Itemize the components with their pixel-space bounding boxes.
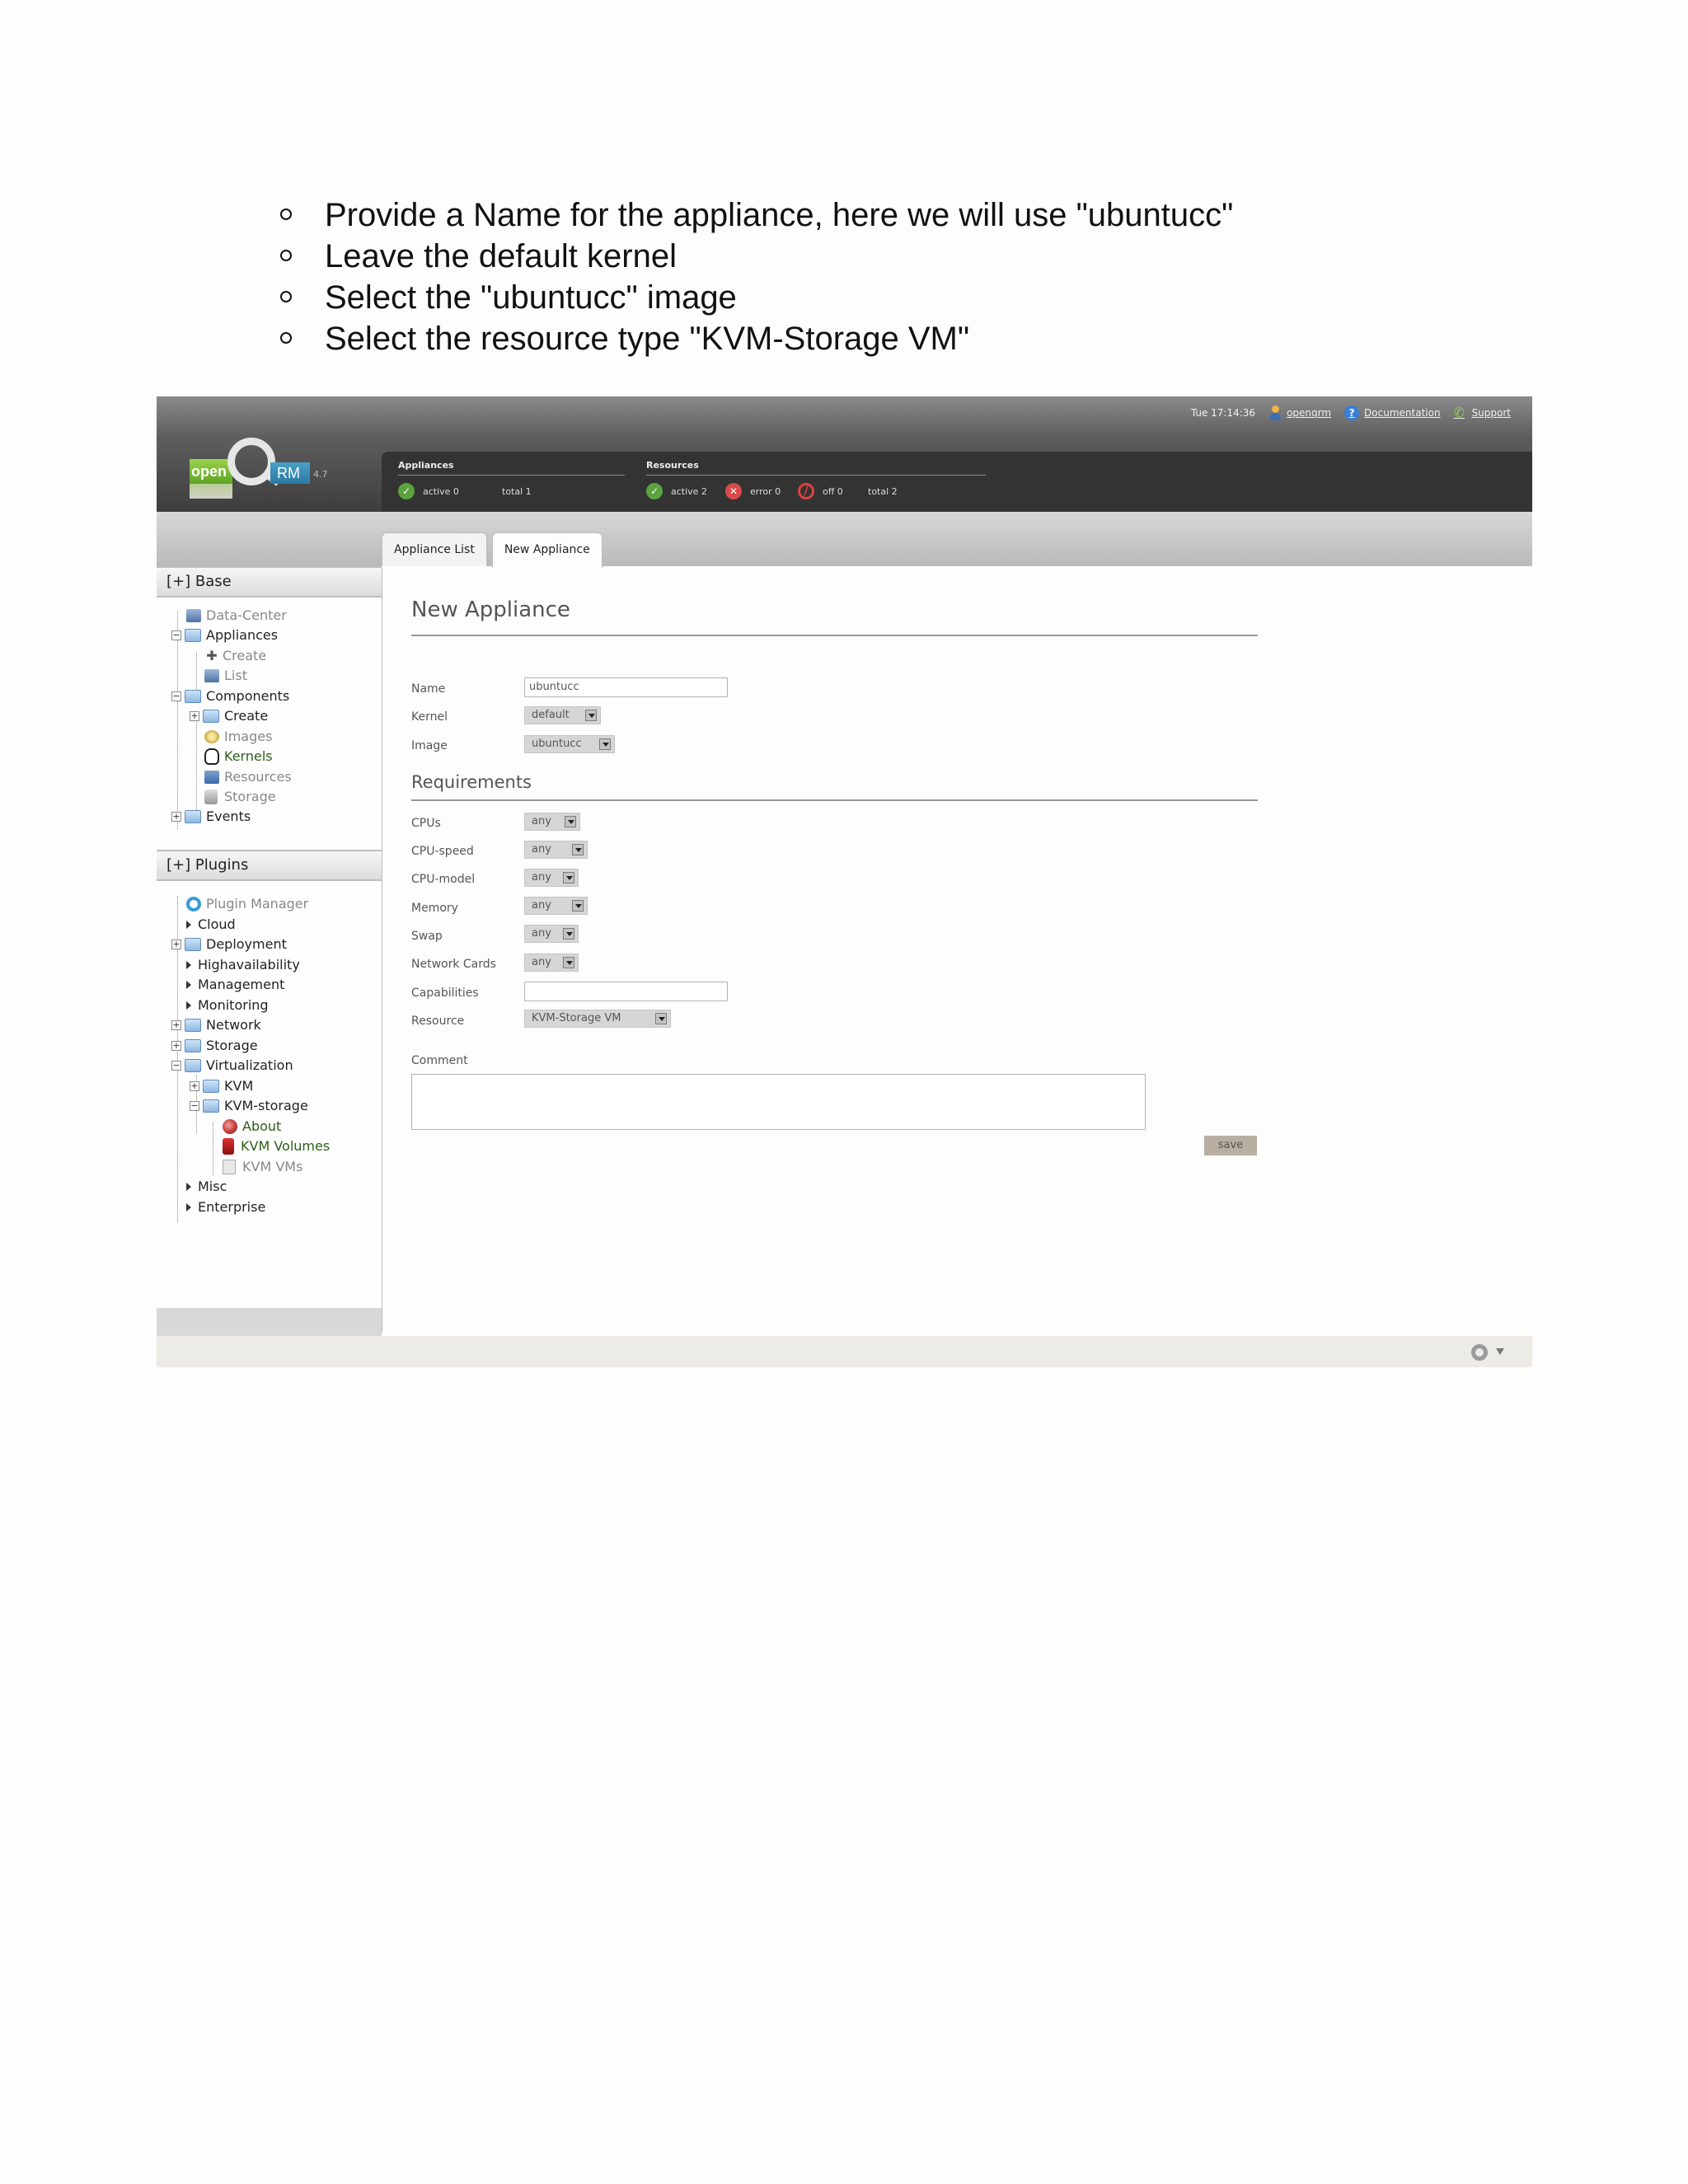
logo-reflection — [190, 484, 232, 499]
sidebar-item-resources[interactable] — [204, 767, 292, 787]
resource-select[interactable] — [524, 1010, 671, 1028]
sidebar-item-kvm[interactable] — [190, 1076, 253, 1096]
item-label: KVM-storage — [224, 1098, 308, 1113]
sidebar-item-monitoring[interactable] — [186, 996, 269, 1015]
dropdown-arrow-icon — [565, 816, 576, 827]
divider — [646, 475, 986, 476]
cpu-speed-label: CPU-speed — [411, 845, 474, 858]
off-icon: / — [798, 483, 814, 499]
support-label: Support — [1471, 407, 1511, 419]
tab-appliance-list[interactable]: Appliance List — [382, 532, 487, 566]
item-label: Storage — [224, 789, 276, 804]
expand-icon[interactable]: + — [172, 939, 181, 949]
sidebar-item-data-center[interactable] — [186, 606, 287, 626]
sidebar-item-cloud[interactable] — [186, 915, 236, 935]
swap-select[interactable] — [524, 925, 579, 943]
footer-bar — [157, 1336, 1532, 1367]
sidebar-item-kernels[interactable] — [204, 747, 273, 766]
dropdown-arrow-icon — [572, 844, 584, 855]
item-label: Enterprise — [198, 1199, 266, 1215]
cpus-value: any — [532, 815, 551, 827]
instruction-item — [272, 318, 1233, 359]
tree-line — [196, 713, 197, 812]
sidebar-item-deployment[interactable] — [171, 935, 287, 954]
expand-icon[interactable]: + — [172, 1019, 181, 1030]
divider — [411, 799, 1258, 801]
storage-icon — [204, 790, 218, 804]
collapse-icon[interactable]: − — [190, 1100, 199, 1111]
collapse-icon[interactable]: − — [172, 691, 181, 701]
expand-arrow-icon[interactable] — [186, 961, 191, 969]
image-label: Image — [411, 739, 448, 752]
divider — [398, 475, 625, 476]
datacenter-icon — [186, 609, 201, 622]
collapse-icon[interactable]: − — [172, 1060, 181, 1071]
folder-icon — [185, 938, 201, 951]
item-label: KVM VMs — [242, 1159, 303, 1174]
folder-icon — [185, 690, 201, 703]
logo-open: open — [190, 459, 232, 484]
page-title: New Appliance — [411, 598, 570, 622]
item-label: About — [242, 1118, 282, 1134]
tab-bar — [382, 532, 603, 568]
circle-bullet-icon — [280, 250, 292, 261]
check-icon: ✓ — [646, 483, 663, 499]
item-label: KVM — [224, 1078, 254, 1094]
documentation-link[interactable] — [1344, 405, 1441, 420]
sidebar-item-plugin-manager[interactable] — [186, 894, 308, 914]
appliances-active: active 0 — [423, 485, 459, 497]
resources-status-row — [646, 483, 898, 499]
kernel-value: default — [532, 709, 570, 721]
item-label: Data-Center — [206, 607, 287, 623]
expand-icon[interactable]: + — [172, 811, 181, 822]
monitor-icon — [204, 771, 219, 784]
sidebar-item-list[interactable] — [204, 666, 247, 686]
sidebar-base-header[interactable]: [+] Base — [157, 566, 382, 598]
circle-bullet-icon — [280, 291, 292, 302]
comment-textarea[interactable] — [411, 1074, 1146, 1130]
dropdown-arrow-icon — [599, 738, 611, 750]
appliances-status-title: Appliances — [398, 460, 454, 471]
dropdown-arrow-icon — [563, 957, 574, 968]
resources-off: off 0 — [823, 485, 843, 497]
memory-value: any — [532, 899, 551, 912]
plus-icon: ✚ — [206, 648, 218, 663]
sidebar-item-misc[interactable] — [186, 1177, 227, 1197]
circle-bullet-icon — [280, 332, 292, 344]
resource-value: KVM-Storage VM — [532, 1012, 621, 1024]
chevron-down-icon[interactable] — [1496, 1348, 1504, 1355]
user-link[interactable] — [1268, 405, 1331, 420]
item-label: Deployment — [206, 936, 287, 952]
item-label: KVM Volumes — [241, 1138, 331, 1154]
documentation-label: Documentation — [1364, 407, 1441, 419]
circle-bullet-icon — [280, 209, 292, 220]
expand-arrow-icon[interactable] — [186, 981, 191, 989]
item-label: Kernels — [224, 748, 273, 764]
swap-value: any — [532, 927, 551, 940]
openqrm-screenshot — [157, 396, 1532, 1367]
network-cards-label: Network Cards — [411, 958, 496, 971]
divider — [411, 635, 1258, 636]
sidebar-item-enterprise[interactable] — [186, 1197, 265, 1217]
instruction-text: Select the resource type "KVM-Storage VM" — [325, 321, 970, 357]
item-label: Create — [224, 708, 269, 724]
save-button[interactable]: save — [1204, 1136, 1257, 1155]
expand-arrow-icon[interactable] — [186, 1183, 191, 1191]
sidebar-item-images[interactable] — [204, 727, 272, 747]
tab-new-appliance[interactable]: New Appliance — [492, 532, 603, 568]
item-label: Cloud — [198, 916, 236, 932]
folder-icon — [185, 1019, 201, 1032]
item-label: List — [224, 668, 247, 683]
phone-icon: ✆ — [1453, 405, 1465, 420]
swap-label: Swap — [411, 930, 443, 943]
logo-rm: RM — [270, 462, 310, 484]
tree-line — [196, 652, 197, 689]
item-label: Management — [198, 977, 285, 992]
appliances-status — [398, 460, 645, 497]
cpu-speed-select[interactable] — [524, 841, 588, 859]
instruction-item — [272, 277, 1233, 318]
cpus-select[interactable] — [524, 813, 580, 831]
name-label: Name — [411, 682, 446, 696]
item-label: Monitoring — [198, 997, 269, 1013]
support-link[interactable] — [1454, 406, 1511, 419]
volume-icon — [223, 1138, 234, 1155]
resources-error: error 0 — [750, 485, 781, 497]
network-cards-select[interactable] — [524, 954, 579, 972]
capabilities-label: Capabilities — [411, 987, 479, 1000]
expand-icon[interactable]: + — [190, 710, 199, 721]
sidebar-item-events[interactable] — [171, 807, 251, 827]
check-icon: ✓ — [398, 483, 415, 499]
gear-icon — [186, 897, 201, 912]
sidebar-item-about[interactable] — [223, 1117, 281, 1137]
instruction-list — [272, 194, 1233, 359]
user-label: openqrm — [1287, 407, 1332, 419]
sidebar-item-virtualization[interactable] — [171, 1056, 293, 1076]
collapse-icon[interactable]: − — [172, 630, 181, 640]
dropdown-arrow-icon — [572, 900, 584, 912]
comment-label: Comment — [411, 1054, 468, 1067]
memory-select[interactable] — [524, 897, 588, 915]
instruction-text: Select the "ubuntucc" image — [325, 279, 737, 316]
instruction-text: Provide a Name for the appliance, here we will use "ubuntucc" — [325, 197, 1234, 233]
cpus-label: CPUs — [411, 817, 441, 830]
tux-icon — [204, 748, 219, 765]
folder-icon — [185, 1059, 201, 1072]
sidebar-item-kvm-volumes[interactable] — [223, 1137, 330, 1156]
folder-icon — [203, 1099, 219, 1113]
cpu-model-label: CPU-model — [411, 873, 476, 886]
cpu-speed-value: any — [532, 843, 551, 855]
item-label: Storage — [206, 1038, 258, 1053]
expand-arrow-icon[interactable] — [186, 1001, 191, 1010]
resources-active: active 2 — [671, 485, 707, 497]
sidebar-item-components-create[interactable] — [190, 706, 268, 726]
folder-icon — [185, 629, 201, 642]
expand-icon[interactable]: + — [172, 1040, 181, 1051]
expand-arrow-icon[interactable] — [186, 1203, 191, 1212]
item-label: Images — [224, 729, 273, 744]
sidebar-item-create[interactable] — [204, 646, 266, 666]
instruction-item — [272, 194, 1233, 236]
folder-icon — [203, 1080, 219, 1093]
help-icon: ? — [1344, 405, 1359, 420]
item-label: Misc — [198, 1179, 227, 1194]
user-icon — [1268, 405, 1282, 420]
sidebar — [157, 566, 382, 1367]
image-select[interactable] — [524, 735, 615, 753]
sidebar-item-storage[interactable] — [204, 787, 276, 807]
resources-status — [646, 460, 992, 498]
sidebar-item-kvm-vms[interactable] — [223, 1157, 302, 1177]
item-label: Events — [206, 808, 251, 824]
image-value: ubuntucc — [532, 738, 582, 750]
dropdown-arrow-icon — [563, 872, 574, 883]
error-icon: ✕ — [725, 483, 742, 499]
sidebar-item-network[interactable] — [171, 1015, 261, 1035]
dropdown-arrow-icon — [585, 710, 597, 721]
kernel-label: Kernel — [411, 710, 448, 724]
item-label: Resources — [224, 769, 292, 785]
expand-arrow-icon[interactable] — [186, 921, 191, 929]
dropdown-arrow-icon — [563, 928, 574, 940]
dropdown-arrow-icon — [655, 1013, 667, 1024]
list-icon — [204, 669, 219, 682]
folder-icon — [203, 710, 219, 723]
item-label: Create — [223, 648, 267, 663]
instruction-item — [272, 236, 1233, 277]
sidebar-plugins-header[interactable]: [+] Plugins — [157, 850, 382, 881]
about-icon — [223, 1119, 237, 1134]
item-label: Plugin Manager — [206, 896, 309, 912]
folder-icon — [185, 810, 201, 823]
name-input[interactable]: ubuntucc — [524, 677, 728, 697]
logo-version: 4.7 — [313, 469, 328, 480]
sidebar-item-plugin-storage[interactable] — [171, 1036, 258, 1056]
top-info — [1191, 405, 1511, 421]
item-label: Virtualization — [206, 1057, 293, 1073]
memory-label: Memory — [411, 902, 458, 915]
resource-label: Resource — [411, 1015, 465, 1028]
requirements-title: Requirements — [411, 772, 532, 792]
item-label: Highavailability — [198, 957, 300, 972]
sidebar-item-appliances[interactable] — [171, 626, 278, 645]
header-shadow — [157, 512, 1532, 566]
openqrm-logo — [190, 438, 338, 512]
sidebar-item-highavailability[interactable] — [186, 955, 300, 975]
sidebar-item-components[interactable] — [171, 687, 289, 706]
capabilities-input[interactable] — [524, 982, 728, 1001]
appliances-status-row — [398, 483, 532, 499]
item-label: Components — [206, 688, 290, 704]
disc-icon — [204, 730, 219, 743]
appliances-total: total 1 — [502, 485, 532, 497]
cpu-model-select[interactable] — [524, 869, 579, 887]
status-panel — [382, 452, 1532, 512]
expand-icon[interactable]: + — [190, 1080, 199, 1091]
cpu-model-value: any — [532, 871, 551, 883]
sidebar-item-management[interactable] — [186, 975, 284, 995]
vm-icon — [223, 1160, 236, 1174]
main-content — [382, 568, 1532, 1333]
sidebar-item-kvm-storage[interactable] — [190, 1096, 308, 1116]
resources-status-title: Resources — [646, 460, 699, 471]
kernel-select[interactable] — [524, 706, 601, 724]
instruction-text: Leave the default kernel — [325, 238, 677, 274]
resources-total: total 2 — [868, 485, 898, 497]
item-label: Appliances — [206, 627, 279, 643]
clock: Tue 17:14:36 — [1190, 407, 1256, 419]
network-cards-value: any — [532, 956, 551, 968]
item-label: Network — [206, 1017, 261, 1033]
gear-icon[interactable] — [1471, 1344, 1488, 1361]
folder-icon — [185, 1039, 201, 1052]
